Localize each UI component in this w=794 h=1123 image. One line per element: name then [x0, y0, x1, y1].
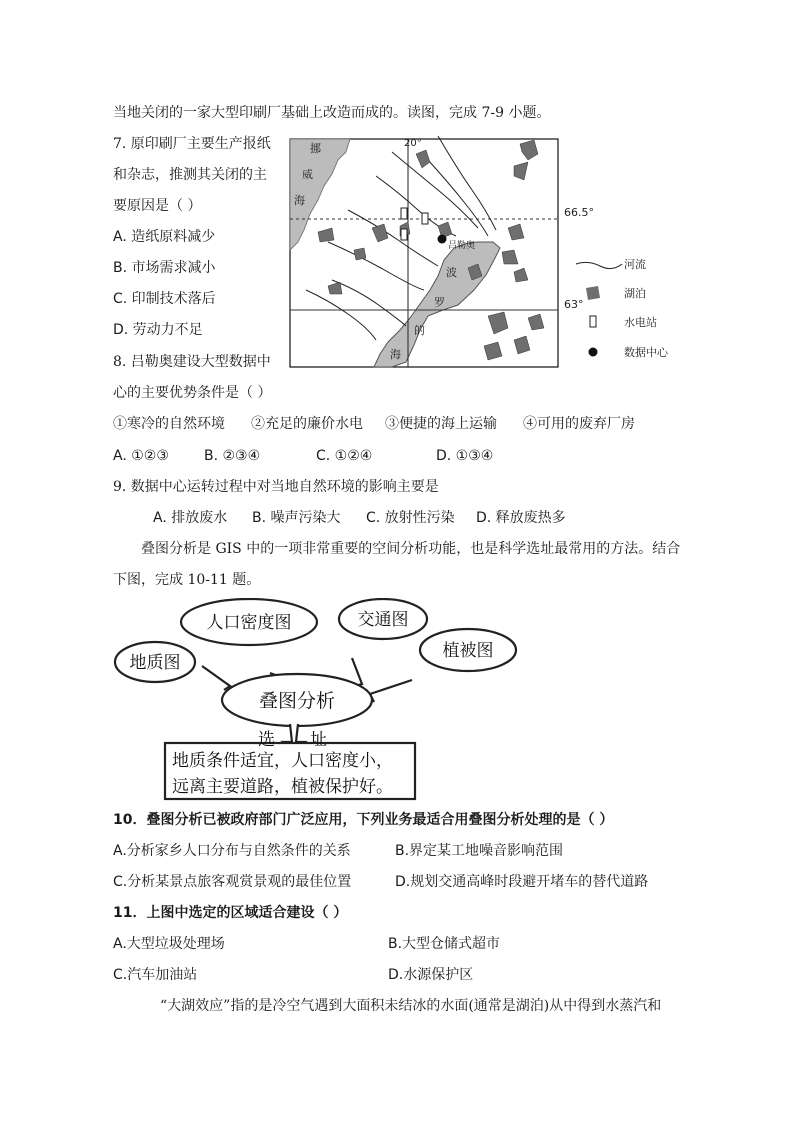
legend-river-label: 河流 [624, 258, 646, 271]
result-line-2: 远离主要道路，植被保护好。 [172, 777, 393, 797]
q8-condition-4: ④可用的废弃厂房 [523, 416, 635, 432]
lat1-label: 66.5° [564, 206, 594, 219]
q8-option-c[interactable]: C. ①②④ [316, 448, 373, 464]
arrow-label-1: 选 [258, 730, 275, 750]
q11-stem: 11．上图中选定的区域适合建设（ ） [113, 905, 348, 921]
legend-hydro-symbol [590, 316, 596, 327]
q9-stem: 9. 数据中心运转过程中对当地自然环境的影响主要是 [113, 479, 439, 495]
lon-label: 20° [404, 138, 422, 149]
sea-char-1: 挪 [310, 142, 321, 155]
q7-stem-line-1: 7. 原印刷厂主要生产报纸 [113, 136, 271, 152]
q8-condition-2: ②充足的廉价水电 [251, 416, 363, 432]
q8-option-b[interactable]: B. ②③④ [204, 448, 261, 464]
sea-char-3: 海 [294, 194, 305, 207]
passage-3: “大湖效应”指的是冷空气遇到大面积未结冰的水面(通常是湖泊)从中得到水蒸汽和 [160, 998, 662, 1014]
city-label: 吕勒奥 [448, 241, 476, 251]
label-geology: 地质图 [129, 653, 181, 673]
intro-text: 当地关闭的一家大型印刷厂基础上改造而成的。读图，完成 7-9 小题。 [113, 105, 551, 121]
q8-stem-line-1: 8. 吕勒奥建设大型数据中 [113, 354, 271, 370]
legend-datacenter-label: 数据中心 [624, 346, 668, 359]
label-traffic: 交通图 [357, 610, 409, 630]
q11-option-b[interactable]: B.大型仓储式超市 [388, 936, 501, 952]
q7-option-d[interactable]: D. 劳动力不足 [113, 322, 203, 338]
lat2-label: 63° [564, 298, 584, 311]
q11-option-a[interactable]: A.大型垃圾处理场 [113, 936, 225, 952]
connector-geology [202, 666, 230, 690]
connector-vegetation [370, 680, 412, 702]
legend-lake-label: 湖泊 [624, 287, 646, 300]
legend-river-symbol [576, 262, 622, 268]
q9-option-d[interactable]: D. 释放废热多 [476, 510, 566, 526]
q8-condition-1: ①寒冷的自然环境 [113, 416, 225, 432]
gulf-char-2: 罗 [434, 296, 445, 309]
legend-hydro-label: 水电站 [624, 316, 657, 329]
gulf-char-1: 波 [446, 266, 457, 279]
q11-option-c[interactable]: C.汽车加油站 [113, 967, 198, 983]
map-legend [576, 257, 669, 359]
q10-option-a[interactable]: A.分析家乡人口分布与自然条件的关系 [113, 843, 351, 859]
q7-option-b[interactable]: B. 市场需求减小 [113, 260, 216, 276]
data-center-dot [438, 235, 447, 244]
overlay-analysis-diagram [112, 598, 522, 803]
q7-option-a[interactable]: A. 造纸原料减少 [113, 229, 216, 245]
q9-option-b[interactable]: B. 噪声污染大 [252, 510, 341, 526]
q7-stem-line-2: 和杂志，推测其关闭的主 [113, 167, 267, 183]
q8-stem-line-2: 心的主要优势条件是（ ） [113, 385, 272, 401]
q8-option-d[interactable]: D. ①③④ [436, 448, 494, 464]
q8-option-a[interactable]: A. ①②③ [113, 448, 169, 464]
q7-option-c[interactable]: C. 印制技术落后 [113, 291, 216, 307]
nordic-map [288, 130, 693, 375]
result-line-1: 地质条件适宜，人口密度小， [172, 751, 393, 771]
legend-datacenter-symbol [589, 348, 598, 357]
q10-option-c[interactable]: C.分析某景点旅客观赏景观的最佳位置 [113, 874, 352, 890]
sea-char-2: 威 [302, 168, 313, 181]
q8-condition-3: ③便捷的海上运输 [385, 416, 497, 432]
q9-option-a[interactable]: A. 排放废水 [153, 510, 228, 526]
arrow-label-2: 址 [310, 730, 327, 750]
gulf-char-3: 的 [414, 324, 425, 337]
legend-lake-symbol [586, 286, 600, 300]
gulf-char-4: 海 [390, 348, 401, 361]
passage-2-line-1: 叠图分析是 GIS 中的一项非常重要的空间分析功能，也是科学选址最常用的方法。结合 [141, 541, 681, 557]
q9-option-c[interactable]: C. 放射性污染 [366, 510, 455, 526]
q10-stem: 10．叠图分析已被政府部门广泛应用，下列业务最适合用叠图分析处理的是（ ） [113, 812, 614, 828]
label-vegetation: 植被图 [442, 641, 494, 661]
label-center: 叠图分析 [258, 690, 336, 712]
q11-option-d[interactable]: D.水源保护区 [388, 967, 474, 983]
label-population: 人口密度图 [206, 613, 292, 633]
q7-stem-line-3: 要原因是（ ） [113, 198, 202, 214]
q10-option-b[interactable]: B.界定某工地噪音影响范围 [395, 843, 564, 859]
q10-option-d[interactable]: D.规划交通高峰时段避开堵车的替代道路 [395, 874, 649, 890]
passage-2-line-2: 下图，完成 10-11 题。 [113, 572, 261, 588]
